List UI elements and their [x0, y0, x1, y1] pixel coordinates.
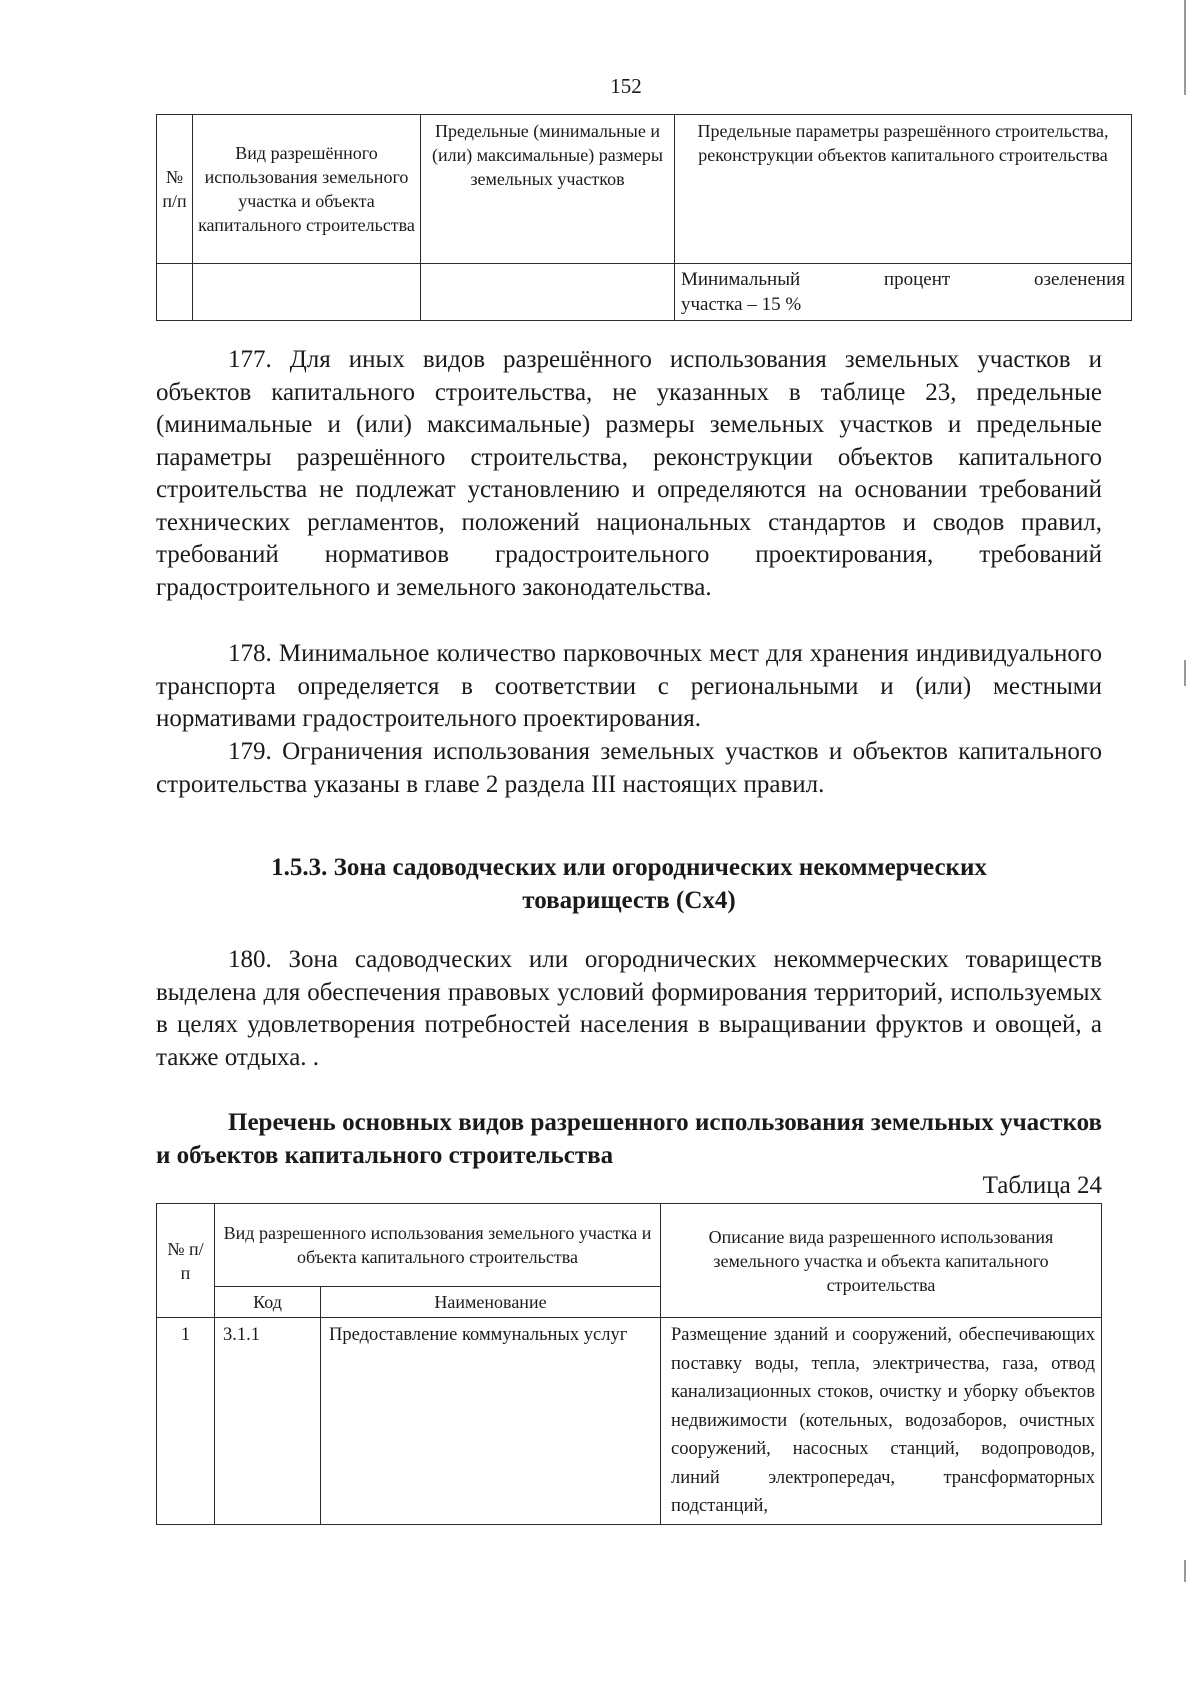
section-heading-line-1: 1.5.3. Зона садоводческих или огороднических некоммерческих	[271, 854, 987, 881]
row-1-code: 3.1.1	[215, 1318, 321, 1525]
paragraph-178	[156, 638, 1102, 736]
table-24	[156, 1203, 1102, 1525]
header-description: Описание вида разрешенного использования земельного участка и объекта капитального строительства	[661, 1204, 1102, 1318]
header-num: № п/п	[157, 1204, 215, 1318]
header-use-group: Вид разрешенного использования земельного участка и объекта капитального строительства	[215, 1204, 661, 1287]
header-num: № п/п	[157, 115, 193, 264]
section-heading	[156, 851, 1102, 917]
paragraph-180	[156, 944, 1102, 1074]
cell-use-type	[193, 264, 421, 321]
table-header-row	[157, 115, 1132, 264]
header-use-type: Вид разрешённого использования земельного участка и объекта капитального строительства	[193, 115, 421, 264]
scan-edge-line-bottom	[1184, 1560, 1186, 1582]
greening-line-1: Минимальный процент озеленения	[681, 269, 1125, 290]
list-title-text: Перечень основных видов разрешенного использования земельных участков и объектов капитального строительства	[156, 1109, 1102, 1169]
cell-greening-percent	[675, 264, 1132, 321]
row-1-name: Предоставление коммунальных услуг	[321, 1318, 661, 1525]
greening-line-2: участка – 15 %	[681, 294, 802, 315]
paragraph-177	[156, 344, 1102, 604]
paragraph-180-text: 180. Зона садоводческих или огороднических некоммерческих товариществ выделена для обеспечения правовых условий формирования территорий, используемых в целях удовлетворения потребностей населения в выращивании фруктов и овощей, а также отдыха. .	[156, 946, 1102, 1071]
paragraph-179-text: 179. Ограничения использования земельных участков и объектов капитального строительства указаны в главе 2 раздела III настоящих правил.	[156, 738, 1102, 798]
cell-plot-sizes	[421, 264, 675, 321]
row-1-num: 1	[157, 1318, 215, 1525]
table-row	[157, 264, 1132, 321]
header-build-params: Предельные параметры разрешённого строительства, реконструкции объектов капитального строительства	[675, 115, 1132, 264]
table-caption: Таблица 24	[982, 1172, 1102, 1199]
cell-num	[157, 264, 193, 321]
header-code: Код	[215, 1287, 321, 1318]
scan-edge-line-mid	[1184, 660, 1186, 686]
paragraph-177-text: 177. Для иных видов разрешённого использования земельных участков и объектов капитального строительства, не указанных в таблице 23, предельные (минимальные и (или) максимальные) размеры земельных участков и предельные параметры разрешённого строительства, реконструкции объектов капитального строительства не подлежат установлению и определяются на основании требований технических регламентов, положений национальных стандартов и сводов правил, требований нормативов градостроительного проектирования, требований градостроительного и земельного законодательства.	[156, 346, 1102, 601]
paragraph-178-text: 178. Минимальное количество парковочных мест для хранения индивидуального транспорта определяется в соответствии с региональными и (или) местными нормативами градостроительного проектирования.	[156, 640, 1102, 732]
page-number: 152	[610, 74, 642, 98]
table-row	[157, 1318, 1102, 1525]
list-title	[156, 1106, 1102, 1172]
row-1-description: Размещение зданий и сооружений, обеспечивающих поставку воды, тепла, электричества, газа, отвод канализационных стоков, очистку и уборку объектов недвижимости (котельных, водозаборов, очистных сооружений, насосных станций, водопроводов, линий электропередач, трансформаторных подстанций,	[661, 1318, 1102, 1525]
header-plot-sizes: Предельные (минимальные и (или) максимальные) размеры земельных участков	[421, 115, 675, 264]
paragraph-179	[156, 736, 1102, 801]
header-name: Наименование	[321, 1287, 661, 1318]
table-header-row	[157, 1204, 1102, 1287]
section-heading-line-2: товариществ (Сх4)	[522, 887, 736, 914]
continued-table-23	[156, 114, 1132, 321]
